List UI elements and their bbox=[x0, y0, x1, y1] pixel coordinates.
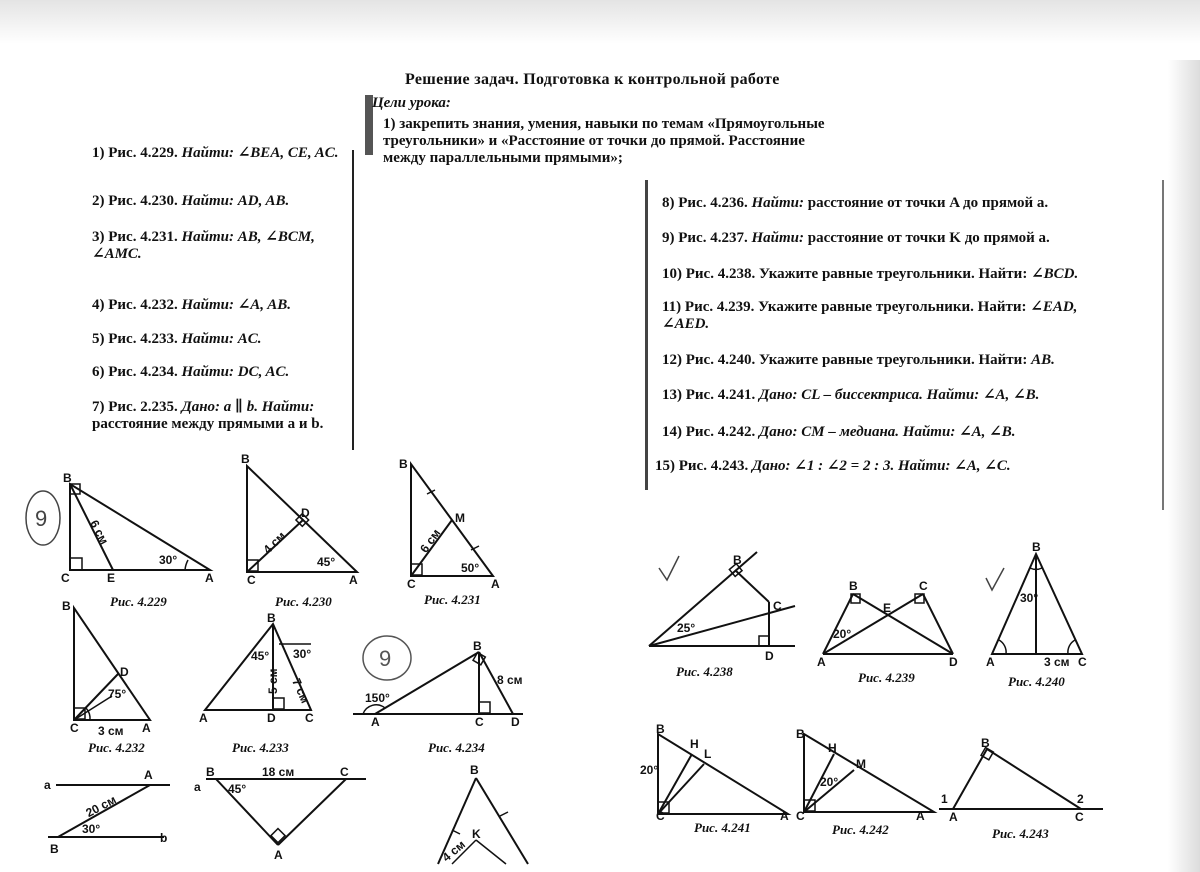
label-a: A bbox=[144, 768, 153, 782]
task-14: 14) Рис. 4.242. Дано: CM – медиана. Найти: ∠A, ∠B. bbox=[662, 424, 1016, 440]
task-3: 3) Рис. 4.231. Найти: AB, ∠BCM, ∠AMC. bbox=[92, 229, 315, 262]
figure-4-231 bbox=[395, 452, 505, 591]
label-m: M bbox=[856, 757, 866, 771]
label-c: C bbox=[61, 571, 70, 585]
task-6: 6) Рис. 4.234. Найти: DC, AC. bbox=[92, 364, 290, 380]
label-a: A bbox=[491, 577, 500, 591]
label-b: B bbox=[241, 452, 250, 466]
label-l: L bbox=[704, 747, 712, 761]
label-h: H bbox=[690, 737, 699, 751]
label-e: E bbox=[883, 601, 892, 615]
side-right bbox=[476, 778, 528, 864]
figure-4-242 bbox=[792, 724, 942, 824]
caption-4-240: Рис. 4.240 bbox=[1008, 674, 1065, 689]
label-c: C bbox=[407, 577, 416, 591]
caption-4-232: Рис. 4.232 bbox=[88, 740, 145, 755]
label-side: 8 см bbox=[497, 673, 523, 687]
label-b: B bbox=[981, 736, 990, 750]
label-a: A bbox=[274, 848, 283, 862]
label-angle-1: 1 bbox=[941, 792, 948, 806]
label-d: D bbox=[301, 506, 310, 520]
label-a: A bbox=[205, 571, 214, 585]
label-d: D bbox=[120, 665, 129, 679]
angle-arc-a bbox=[185, 560, 188, 570]
label-c: C bbox=[340, 765, 349, 779]
label-a: A bbox=[142, 721, 151, 735]
label-h: H bbox=[828, 741, 837, 755]
label-angle: 150° bbox=[365, 691, 390, 705]
label-side: 3 см bbox=[1044, 655, 1070, 669]
figure-2-235 bbox=[40, 765, 180, 855]
goal-item-1: 1) закрепить знания, умения, навыки по темам «Прямоугольные треугольники» и «Расстояние от точки до прямой. Расстояние между параллельными прямыми»; bbox=[383, 116, 825, 166]
label-side-1: 5 см bbox=[266, 668, 280, 694]
label-b: B bbox=[796, 727, 805, 741]
caption-4-238: Рис. 4.238 bbox=[676, 664, 733, 679]
task-1: 1) Рис. 4.229. Найти: ∠BEA, CE, AC. bbox=[92, 145, 339, 161]
label-c: C bbox=[1075, 810, 1084, 824]
label-a: A bbox=[780, 809, 789, 823]
task-13: 13) Рис. 4.241. Дано: CL – биссектриса. Найти: ∠A, ∠B. bbox=[662, 387, 1040, 403]
label-a: A bbox=[371, 715, 380, 729]
label-line-a: a bbox=[44, 778, 51, 792]
label-angle: 20° bbox=[820, 775, 839, 789]
figure-4-240 bbox=[982, 540, 1092, 670]
triangle-bca bbox=[658, 734, 788, 814]
task-12: 12) Рис. 4.240. Укажите равные треугольники. Найти: AB. bbox=[662, 352, 1055, 368]
tick-2 bbox=[500, 812, 508, 816]
figure-4-234 bbox=[345, 630, 535, 740]
task-2: 2) Рис. 4.230. Найти: AD, AB. bbox=[92, 193, 290, 209]
label-d: D bbox=[765, 649, 774, 663]
label-e: E bbox=[107, 571, 116, 585]
task-9: 9) Рис. 4.237. Найти: расстояние от точки K до прямой a. bbox=[662, 230, 1050, 246]
figure-4-243 bbox=[935, 735, 1110, 825]
scan-top-shadow bbox=[0, 0, 1200, 44]
task-7: 7) Рис. 2.235. Дано: a ∥ b. Найти: расстояние между прямыми a и b. bbox=[92, 399, 324, 432]
label-angle: 30° bbox=[1020, 591, 1039, 605]
triangle-abc bbox=[953, 749, 1081, 809]
label-c: C bbox=[656, 809, 665, 823]
segment-ca bbox=[278, 779, 346, 845]
caption-4-230: Рис. 4.230 bbox=[275, 594, 332, 609]
triangle-abc bbox=[205, 624, 311, 710]
label-side: 18 см bbox=[262, 765, 295, 779]
figure-4-241 bbox=[640, 722, 795, 822]
label-angle: 30° bbox=[159, 553, 178, 567]
caption-4-243: Рис. 4.243 bbox=[992, 826, 1049, 841]
label-a: A bbox=[949, 810, 958, 824]
label-angle: 20° bbox=[833, 627, 852, 641]
label-c: C bbox=[919, 579, 928, 593]
label-a: A bbox=[916, 809, 925, 823]
label-angle: 50° bbox=[461, 561, 480, 575]
task-8: 8) Рис. 4.236. Найти: расстояние от точки A до прямой a. bbox=[662, 195, 1049, 211]
label-b: B bbox=[267, 611, 276, 625]
page-title: Решение задач. Подготовка к контрольной работе bbox=[405, 71, 780, 88]
label-side: 4 см bbox=[260, 528, 289, 557]
label-angle-2: 30° bbox=[293, 647, 312, 661]
label-b: B bbox=[849, 579, 858, 593]
label-line-b: b bbox=[160, 831, 168, 845]
handwritten-mark: 9 bbox=[35, 506, 48, 531]
task-15: 15) Рис. 4.243. Дано: ∠1 : ∠2 = 2 : 3. Найти: ∠A, ∠C. bbox=[655, 458, 1011, 474]
label-a: A bbox=[817, 655, 826, 669]
figure-4-233 bbox=[195, 612, 325, 732]
figure-4-230 bbox=[235, 450, 370, 590]
label-d: D bbox=[511, 715, 520, 729]
label-a: A bbox=[199, 711, 208, 725]
figure-4-232 bbox=[60, 598, 170, 738]
column-divider-left bbox=[352, 150, 354, 450]
label-side: 20 см bbox=[83, 792, 119, 820]
caption-4-229: Рис. 4.229 bbox=[110, 594, 167, 609]
segment-k2 bbox=[476, 840, 506, 864]
label-d: D bbox=[949, 655, 958, 669]
scan-right-shadow bbox=[1168, 60, 1200, 872]
label-a: A bbox=[986, 655, 995, 669]
segment-ba bbox=[216, 779, 278, 845]
right-angle-mark bbox=[479, 702, 490, 713]
label-m: M bbox=[455, 511, 465, 525]
label-side-2: 7 см bbox=[289, 676, 313, 706]
right-angle-mark-d bbox=[759, 636, 769, 646]
figure-4-237 bbox=[430, 760, 540, 865]
label-b: B bbox=[63, 471, 72, 485]
task-10: 10) Рис. 4.238. Укажите равные треугольники. Найти: ∠BCD. bbox=[662, 266, 1079, 282]
task-5: 5) Рис. 4.233. Найти: AC. bbox=[92, 331, 262, 347]
label-side: 4 см bbox=[439, 837, 468, 865]
label-k: K bbox=[472, 827, 481, 841]
label-b: B bbox=[1032, 540, 1041, 554]
right-angle-mark bbox=[273, 698, 284, 709]
figure-4-238 bbox=[645, 548, 805, 663]
label-c: C bbox=[773, 599, 782, 613]
handwritten-mark: 9 bbox=[379, 646, 392, 671]
label-c: C bbox=[1078, 655, 1087, 669]
label-angle-1: 45° bbox=[251, 649, 270, 663]
figure-4-236 bbox=[190, 765, 370, 860]
label-b: B bbox=[473, 639, 482, 653]
label-angle: 45° bbox=[228, 782, 247, 796]
label-c: C bbox=[796, 809, 805, 823]
label-b: B bbox=[206, 765, 215, 779]
label-line-a: a bbox=[194, 780, 201, 794]
label-c: C bbox=[305, 711, 314, 725]
label-angle: 45° bbox=[317, 555, 336, 569]
task-4: 4) Рис. 4.232. Найти: ∠A, AB. bbox=[92, 297, 292, 313]
label-c: C bbox=[70, 721, 79, 735]
label-angle: 30° bbox=[82, 822, 101, 836]
column-divider-right bbox=[645, 180, 648, 490]
label-a: A bbox=[349, 573, 358, 587]
label-b: B bbox=[470, 763, 479, 777]
caption-4-241: Рис. 4.241 bbox=[694, 820, 751, 835]
goals-heading: Цели урока: bbox=[372, 95, 451, 111]
label-b: B bbox=[399, 457, 408, 471]
caption-4-239: Рис. 4.239 bbox=[858, 670, 915, 685]
label-side: 3 см bbox=[98, 724, 124, 738]
caption-4-231: Рис. 4.231 bbox=[424, 592, 481, 607]
label-b: B bbox=[656, 722, 665, 736]
caption-4-234: Рис. 4.234 bbox=[428, 740, 485, 755]
right-angle-mark bbox=[70, 558, 82, 570]
angle-arc-c bbox=[1068, 640, 1075, 654]
label-angle-2: 2 bbox=[1077, 792, 1084, 806]
label-c: C bbox=[475, 715, 484, 729]
label-side: 6 см bbox=[417, 526, 444, 556]
label-angle: 75° bbox=[108, 687, 127, 701]
caption-4-233: Рис. 4.233 bbox=[232, 740, 289, 755]
label-b: B bbox=[733, 553, 742, 567]
triangle-bca bbox=[74, 608, 150, 720]
label-b: B bbox=[50, 842, 59, 856]
page-right-border bbox=[1162, 180, 1164, 510]
label-side: 6 см bbox=[87, 517, 112, 547]
task-11: 11) Рис. 4.239. Укажите равные треугольники. Найти: ∠EAD, ∠AED. bbox=[662, 299, 1078, 332]
label-angle: 25° bbox=[677, 621, 696, 635]
caption-4-242: Рис. 4.242 bbox=[832, 822, 889, 837]
figure-4-239 bbox=[815, 578, 965, 668]
angle-arc-a bbox=[999, 640, 1006, 654]
figure-4-229 bbox=[25, 470, 225, 590]
label-b: B bbox=[62, 599, 71, 613]
label-c: C bbox=[247, 573, 256, 587]
label-angle: 20° bbox=[640, 763, 659, 777]
segment-bc bbox=[735, 570, 769, 602]
check-mark bbox=[986, 568, 1004, 590]
label-d: D bbox=[267, 711, 276, 725]
check-mark bbox=[659, 556, 679, 580]
